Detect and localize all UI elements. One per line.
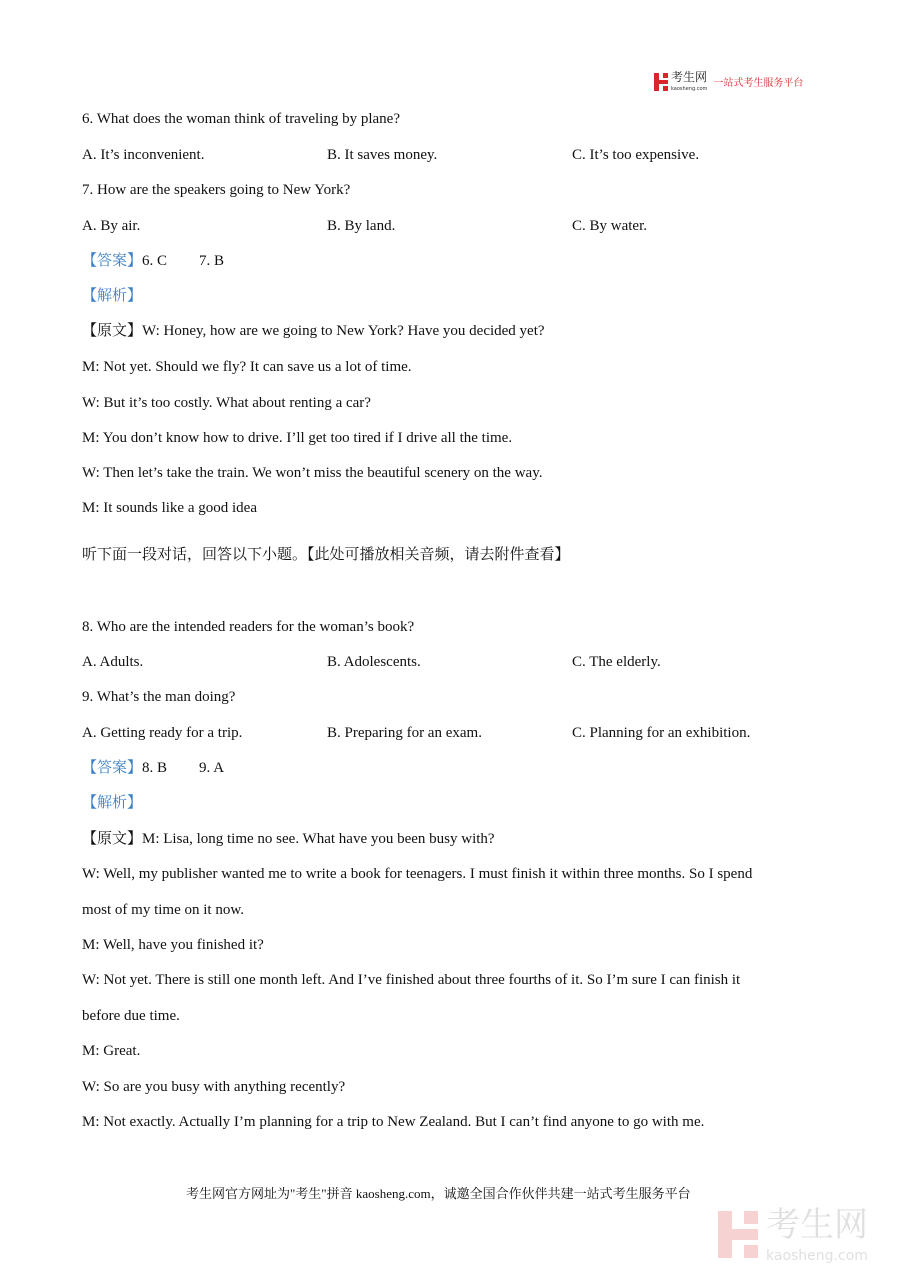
- transcript-text: W: Honey, how are we going to New York? Have you decided yet?: [142, 323, 545, 339]
- transcript-label: 【原文】: [82, 831, 143, 847]
- watermark-name: 考生网: [766, 1205, 868, 1245]
- answer-label: 【答案】: [82, 253, 143, 269]
- transcript-line: M: Well, have you finished it?: [82, 937, 264, 953]
- header-slogan: 一站式考生服务平台: [713, 78, 804, 89]
- header-logo: [654, 70, 803, 93]
- transcript-line: W: Well, my publisher wanted me to write a book for teenagers. I must finish it within three months. So I spend: [82, 866, 753, 882]
- transcript-line: M: Not exactly. Actually I’m planning for a trip to New Zealand. But I can’t find anyone to go with me.: [82, 1114, 705, 1130]
- question-7: 7. How are the speakers going to New York?: [82, 182, 351, 198]
- transcript-line: most of my time on it now.: [82, 902, 244, 918]
- question-8: 8. Who are the intended readers for the woman’s book?: [82, 619, 415, 635]
- answer-line-1: [82, 252, 224, 270]
- answer-9: 9. A: [199, 760, 225, 776]
- q7-option-a: A. By air.: [82, 218, 141, 234]
- q7-option-c: C. By water.: [572, 218, 647, 234]
- q9-option-c: C. Planning for an exhibition.: [572, 725, 751, 741]
- transcript-line: [82, 322, 545, 340]
- transcript-line: M: Great.: [82, 1043, 141, 1059]
- q6-option-a: A. It’s inconvenient.: [82, 147, 205, 163]
- watermark: [718, 1204, 868, 1265]
- transcript-line: W: But it’s too costly. What about renting a car?: [82, 395, 371, 411]
- transcript-line: [82, 830, 495, 848]
- answer-line-2: [82, 759, 224, 777]
- logo-icon: [654, 73, 668, 91]
- transcript-line: W: So are you busy with anything recently?: [82, 1079, 346, 1095]
- q8-option-a: A. Adults.: [82, 654, 144, 670]
- transcript-line: before due time.: [82, 1008, 180, 1024]
- q9-option-b: B. Preparing for an exam.: [327, 725, 482, 741]
- q7-option-b: B. By land.: [327, 218, 396, 234]
- watermark-domain: kaosheng.com: [766, 1248, 868, 1264]
- logo-domain: kaosheng.com: [671, 86, 708, 92]
- question-9: 9. What’s the man doing?: [82, 689, 236, 705]
- question-6: 6. What does the woman think of traveling by plane?: [82, 111, 400, 127]
- transcript-line: W: Then let’s take the train. We won’t miss the beautiful scenery on the way.: [82, 465, 543, 481]
- answer-6: 6. C: [142, 253, 168, 269]
- listening-instruction: 听下面一段对话，回答以下小题。【此处可播放相关音频，请去附件查看】: [82, 547, 570, 563]
- transcript-line: M: You don’t know how to drive. I’ll get too tired if I drive all the time.: [82, 430, 513, 446]
- answer-label: 【答案】: [82, 760, 143, 776]
- transcript-label: 【原文】: [82, 323, 143, 339]
- transcript-line: M: It sounds like a good idea: [82, 500, 257, 516]
- q8-option-c: C. The elderly.: [572, 654, 661, 670]
- logo-name: 考生网: [671, 70, 708, 84]
- answer-7: 7. B: [199, 253, 225, 269]
- transcript-line: W: Not yet. There is still one month left. And I’ve finished about three fourths of it. So I’m sure I can finish it: [82, 972, 741, 988]
- watermark-logo-icon: [718, 1211, 758, 1258]
- q6-option-c: C. It’s too expensive.: [572, 147, 700, 163]
- q8-option-b: B. Adolescents.: [327, 654, 421, 670]
- q6-option-b: B. It saves money.: [327, 147, 438, 163]
- transcript-text: M: Lisa, long time no see. What have you been busy with?: [142, 831, 495, 847]
- page-footer: 考生网官方网址为"考生"拼音 kaosheng.com，诚邀全国合作伙伴共建一站式考生服务平台: [186, 1186, 691, 1201]
- analysis-label: 【解析】: [82, 795, 143, 811]
- q9-option-a: A. Getting ready for a trip.: [82, 725, 243, 741]
- analysis-label: 【解析】: [82, 288, 143, 304]
- transcript-line: M: Not yet. Should we fly? It can save us a lot of time.: [82, 359, 412, 375]
- answer-8: 8. B: [142, 760, 168, 776]
